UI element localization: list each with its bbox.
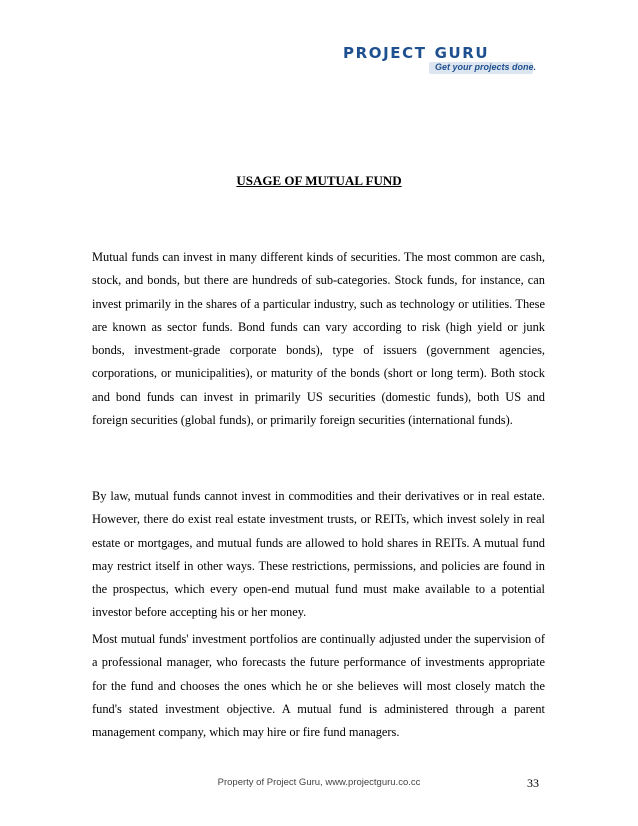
body-paragraph-1: Mutual funds can invest in many different kinds of securities. The most common are cash, stock, and bonds, but there are hundreds of sub-categories. Stock funds, for instance, can invest primarily in the shares of a particular industry, such as technology or utilities. These are known as sector funds. Bond funds can vary according to risk (high yield or junk bonds, investment-grade corporate bonds), type of issuers (government agencies, corporations, or municipalities), or maturity of the bonds (short or long term). Both stock and bond funds can invest in primarily US securities (domestic funds), both US and foreign securities (global funds), or primarily foreign securities (international funds). xyxy=(92,250,545,428)
page-number: 33 xyxy=(527,776,539,790)
body-paragraph-3: Most mutual funds' investment portfolios are continually adjusted under the supervision of a professional manager, who forecasts the future performance of investments appropriate for the fund and chooses the ones which he or she believes will most closely match the fund's stated investment objective. A mutual fund is administered through a parent management company, which may hire or fire fund managers. xyxy=(92,632,545,740)
logo-word-project: PROJECT xyxy=(343,44,427,62)
project-guru-logo xyxy=(343,44,537,78)
logo-wordmark xyxy=(343,44,489,62)
footer-property-text: Property of Project Guru, www.projectguru.co.cc xyxy=(217,777,421,788)
page-title: USAGE OF MUTUAL FUND xyxy=(236,173,402,188)
logo-tagline: Get your projects done. xyxy=(435,62,537,72)
logo-word-guru: GURU xyxy=(434,44,490,62)
body-paragraph-2: By law, mutual funds cannot invest in commodities and their derivatives or in real estate. However, there do exist real estate investment trusts, or REITs, which invest solely in real estate or mortgages, and mutual funds are allowed to hold shares in REITs. A mutual fund may restrict itself in other ways. These restrictions, permissions, and policies are found in the prospectus, which every open-end mutual fund must make available to a potential investor before accepting his or her money. xyxy=(92,489,545,620)
page-footer xyxy=(0,777,638,793)
